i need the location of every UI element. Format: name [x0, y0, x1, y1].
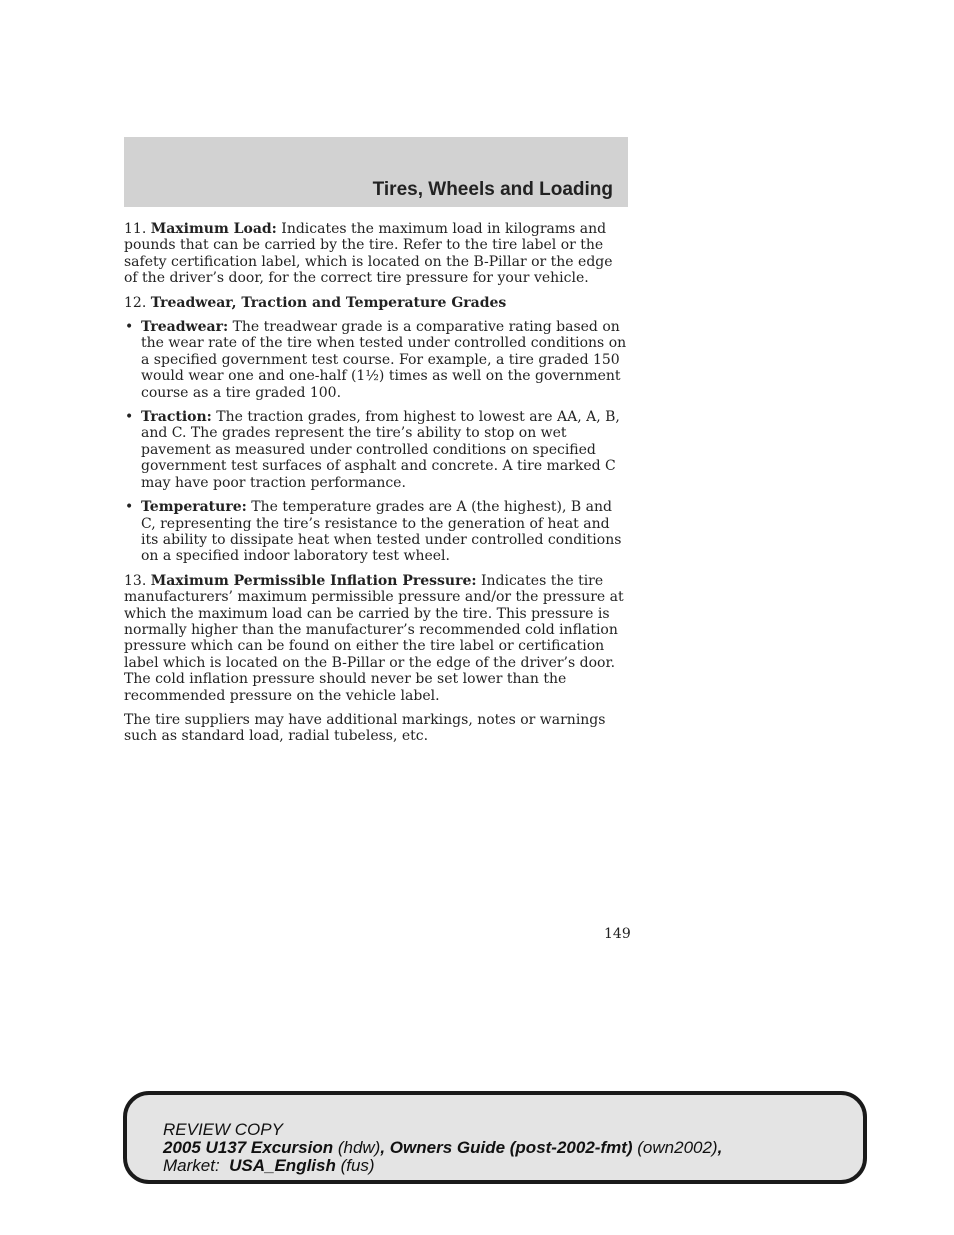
bullet-text: The traction grades, from highest to lowest are AA, A, B, and C. The grades represent the tire’s ability to stop on wet pavement as measured under controlled conditions on specified government test surfaces of asphalt and concrete. A tire marked C may have poor traction performance. [141, 409, 620, 491]
bullet-label: Treadwear: [141, 319, 229, 336]
item-number: 12. [124, 294, 147, 311]
footer-guide-code: (own2002) [632, 1138, 718, 1157]
closing-paragraph: The tire suppliers may have additional markings, notes or warnings such as standard load, radial tubeless, etc. [124, 711, 606, 745]
section-title: Tires, Wheels and Loading [372, 179, 613, 200]
review-footer [123, 1091, 867, 1184]
footer-market-code: (fus) [335, 1156, 375, 1175]
bullet-label: Temperature: [141, 499, 247, 516]
section-header [124, 137, 628, 207]
bullet-icon: • [125, 499, 134, 516]
bullet-icon: • [125, 319, 134, 336]
item-13 [124, 573, 630, 704]
footer-guide: , Owners Guide (post-2002-fmt) [380, 1138, 633, 1157]
item-label: Treadwear, Traction and Temperature Grades [150, 294, 507, 311]
bullet-label: Traction: [141, 409, 212, 426]
footer-text [163, 1121, 722, 1175]
page-content [124, 221, 630, 753]
item-text: Indicates the maximum load in kilograms and pounds that can be carried by the tire. Refer to the tire label or the safety certification label, which is located on the B-Pillar or the edge of the driver’s door, for the correct tire pressure for your vehicle. [124, 221, 613, 287]
item-12 [124, 295, 630, 311]
grades-list [124, 319, 630, 565]
footer-model-code: (hdw) [333, 1138, 381, 1157]
item-label: Maximum Permissible Inflation Pressure: [150, 572, 477, 589]
item-number: 13. [124, 572, 147, 589]
bullet-text: The temperature grades are A (the highest), B and C, representing the tire’s resistance to the generation of heat and its ability to dissipate heat when tested under controlled conditions on a specified indoor laboratory test wheel. [141, 499, 622, 565]
footer-market-label: Market: [163, 1156, 230, 1175]
item-label: Maximum Load: [150, 221, 277, 237]
footer-model: 2005 U137 Excursion [163, 1138, 334, 1157]
bullet-icon: • [125, 409, 134, 426]
footer-market-line [163, 1157, 722, 1175]
footer-comma: , [717, 1138, 723, 1157]
item-text: Indicates the tire manufacturers’ maximum permissible pressure and/or the pressure at which the maximum load can be carried by the tire. This pressure is normally higher than the manufacturer’s recommended cold inflation pressure which can be found on either the tire label or certification label which is located on the B-Pillar or the edge of the driver’s door. The cold inflation pressure should never be set lower than the recommended pressure on the vehicle label. [124, 572, 624, 704]
list-item-temperature [124, 499, 630, 565]
bullet-text: The treadwear grade is a comparative rating based on the wear rate of the tire when tested under controlled conditions on a specified government test course. For example, a tire graded 150 would wear one and one-half (1½) times as well on the government course as a tire graded 100. [141, 319, 627, 401]
page-number: 149 [604, 926, 631, 942]
footer-review-copy: REVIEW COPY [163, 1120, 283, 1139]
list-item-treadwear [124, 319, 630, 401]
list-item-traction [124, 409, 630, 491]
item-11 [124, 221, 630, 287]
footer-document-line [163, 1139, 722, 1157]
item-number: 11. [124, 221, 147, 237]
footer-market: USA_English [229, 1156, 336, 1175]
